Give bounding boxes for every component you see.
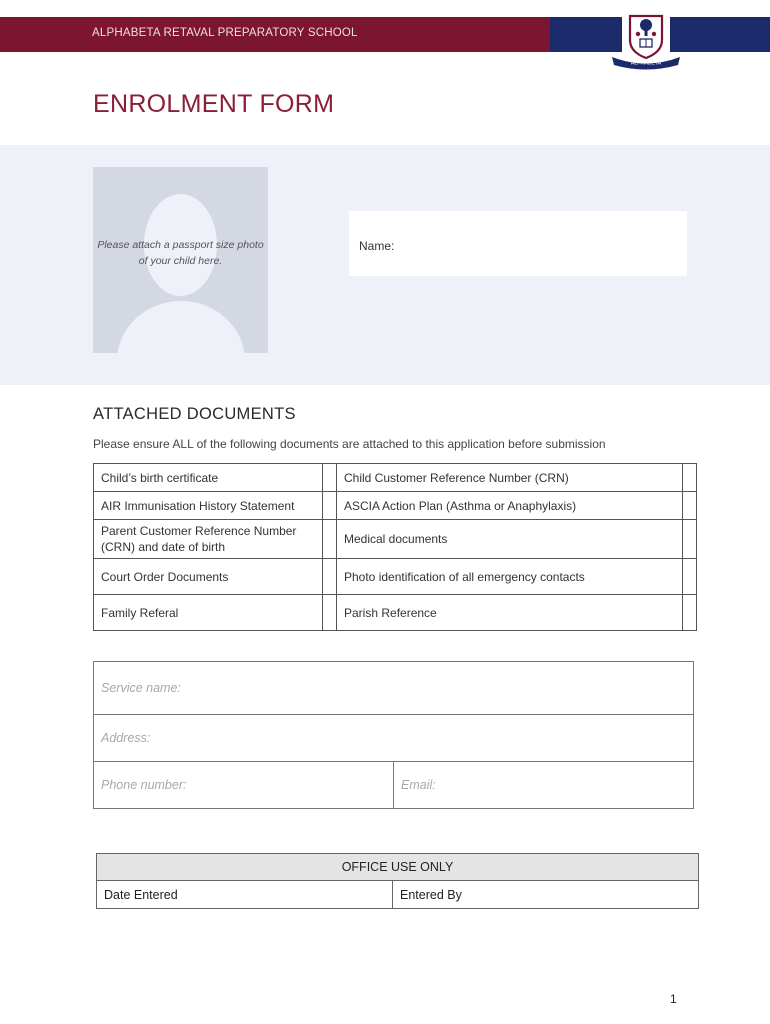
avatar-shoulders-icon: [117, 301, 245, 353]
document-item: Child Customer Reference Number (CRN): [337, 464, 683, 492]
document-item: ASCIA Action Plan (Asthma or Anaphylaxis): [337, 492, 683, 520]
document-item: Family Referal: [94, 595, 323, 631]
table-row: [94, 464, 697, 492]
email-label: Email:: [401, 778, 436, 792]
document-item: Photo identification of all emergency contacts: [337, 559, 683, 595]
service-name-field[interactable]: [94, 662, 693, 715]
service-name-label: Service name:: [101, 681, 181, 695]
document-checkbox[interactable]: [323, 492, 337, 520]
table-row: [94, 520, 697, 559]
documents-checklist-table: [93, 463, 697, 631]
phone-number-field[interactable]: [94, 762, 393, 808]
document-item: Child’s birth certificate: [94, 464, 323, 492]
service-details-box: [93, 661, 694, 809]
table-row: [97, 854, 699, 881]
document-checkbox[interactable]: [683, 595, 697, 631]
table-row: [94, 595, 697, 631]
form-title: ENROLMENT FORM: [93, 90, 335, 118]
date-entered-field[interactable]: Date Entered: [97, 881, 393, 909]
name-field[interactable]: [349, 211, 687, 276]
photo-instruction: Please attach a passport size photo of your child here.: [97, 239, 264, 267]
document-checkbox[interactable]: [683, 520, 697, 559]
document-item: Parish Reference: [337, 595, 683, 631]
school-name: ALPHABETA RETAVAL PREPARATORY SCHOOL: [92, 27, 358, 39]
passport-photo-placeholder[interactable]: [93, 167, 268, 353]
entered-by-field[interactable]: Entered By: [393, 881, 699, 909]
document-checkbox[interactable]: [683, 492, 697, 520]
school-crest-logo: [608, 10, 684, 70]
address-label: Address:: [101, 731, 151, 745]
document-checkbox[interactable]: [683, 559, 697, 595]
name-label: Name:: [359, 239, 395, 253]
logo-banner-text: ALPHABETA: [630, 60, 662, 67]
email-field[interactable]: [394, 762, 693, 808]
document-checkbox[interactable]: [323, 464, 337, 492]
document-item: AIR Immunisation History Statement: [94, 492, 323, 520]
document-checkbox[interactable]: [323, 559, 337, 595]
table-row: [94, 559, 697, 595]
table-row: [94, 492, 697, 520]
page-number: 1: [670, 992, 677, 1006]
phone-number-label: Phone number:: [101, 778, 187, 792]
document-item: Medical documents: [337, 520, 683, 559]
office-use-table: [96, 853, 699, 909]
office-use-header: OFFICE USE ONLY: [97, 854, 699, 881]
document-checkbox[interactable]: [323, 520, 337, 559]
document-item: Parent Customer Reference Number (CRN) and date of birth: [94, 520, 323, 559]
address-field[interactable]: [94, 715, 693, 762]
document-checkbox[interactable]: [323, 595, 337, 631]
table-row: [97, 881, 699, 909]
attached-documents-instruction: Please ensure ALL of the following documents are attached to this application before submission: [93, 437, 606, 451]
attached-documents-heading: ATTACHED DOCUMENTS: [93, 405, 296, 423]
document-item: Court Order Documents: [94, 559, 323, 595]
document-checkbox[interactable]: [683, 464, 697, 492]
